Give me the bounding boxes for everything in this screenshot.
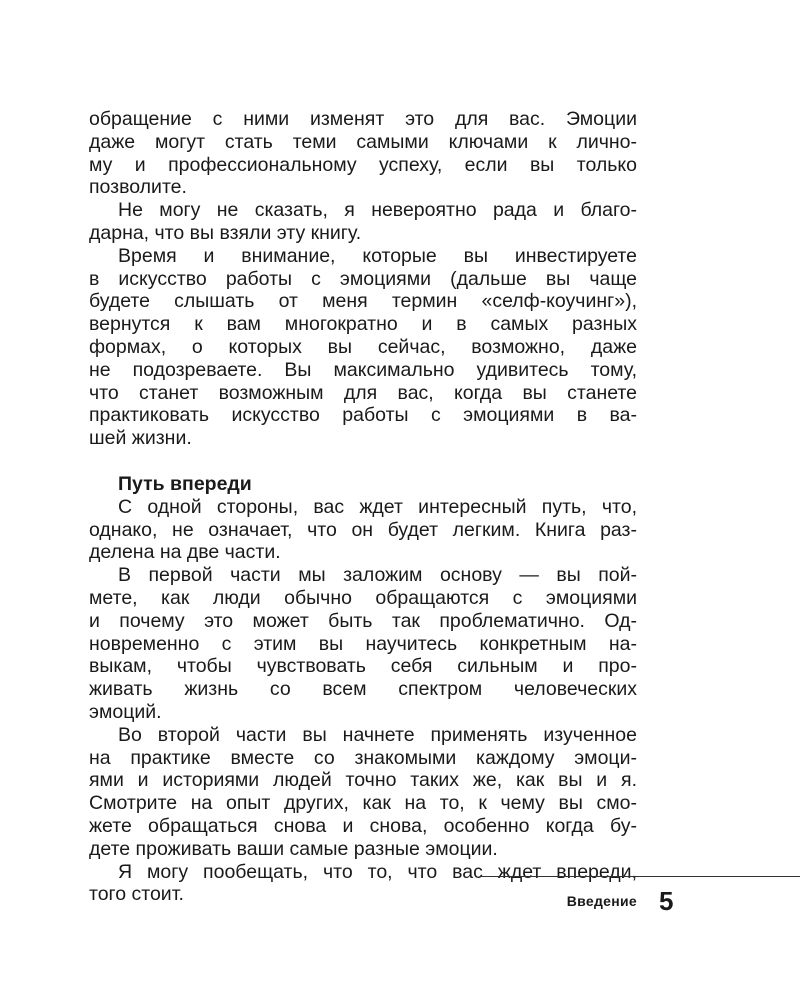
text-line: Я могу пообещать, что то, что вас ждет впереди, xyxy=(118,860,637,883)
text-line: на практике вместе со знакомыми каждому эмоци- xyxy=(89,746,637,769)
text-line: В первой части мы заложим основу — вы пой- xyxy=(118,564,637,587)
text-line: что станет возможным для вас, когда вы станете xyxy=(89,381,637,404)
text-line: в искусство работы с эмоциями (дальше вы чаще xyxy=(89,267,637,290)
paragraph-promise xyxy=(89,861,637,907)
paragraph-path-intro xyxy=(89,496,637,564)
text-line: новременно с этим вы научитесь конкретным на- xyxy=(89,632,637,655)
text-line: не подозреваете. Вы максимально удивитесь тому, xyxy=(89,358,637,381)
text-line: Смотрите на опыт других, как на то, к чему вы смо- xyxy=(89,792,637,815)
section-heading: Путь впереди xyxy=(118,472,252,495)
text-line: выкам, чтобы чувствовать себя сильным и про- xyxy=(89,655,637,678)
text-line: дете проживать ваши самые разные эмоции. xyxy=(89,837,498,860)
text-line: дарна, что вы взяли эту книгу. xyxy=(89,221,362,244)
running-footer-section: Введение xyxy=(566,893,637,909)
text-line: и почему это может быть так проблематично. Од- xyxy=(89,609,637,632)
text-line: позволите. xyxy=(89,176,187,199)
text-line: шей жизни. xyxy=(89,427,192,450)
text-line: обращение с ними изменят это для вас. Эмоции xyxy=(89,108,637,130)
text-line: делена на две части. xyxy=(89,541,281,564)
text-line: жете обращаться снова и снова, особенно когда бу- xyxy=(89,814,637,837)
text-line: мете, как люди обычно обращаются с эмоциями xyxy=(89,586,637,609)
text-line: живать жизнь со всем спектром человеческих xyxy=(89,678,637,701)
text-line: практиковать искусство работы с эмоциями в ва- xyxy=(89,404,637,427)
text-line: эмоций. xyxy=(89,700,162,723)
text-line: Время и внимание, которые вы инвестируете xyxy=(118,244,637,267)
paragraph-gratitude xyxy=(89,199,637,245)
paragraph-part-two xyxy=(89,724,637,861)
text-line: Во второй части вы начнете применять изученное xyxy=(118,723,637,746)
page-body-text xyxy=(89,108,637,906)
text-line: Не могу не сказать, я невероятно рада и благо- xyxy=(118,199,637,222)
text-line: однако, не означает, что он будет легким. Книга раз- xyxy=(89,518,637,541)
text-line: даже могут стать теми самыми ключами к лично- xyxy=(89,130,637,153)
text-line: С одной стороны, вас ждет интересный путь, что, xyxy=(118,495,637,518)
text-line: того стоит. xyxy=(89,883,184,906)
footer-divider xyxy=(480,876,800,877)
text-line: формах, о которых вы сейчас, возможно, даже xyxy=(89,335,637,358)
text-line: вернутся к вам многократно и в самых разных xyxy=(89,313,637,336)
page-number: 5 xyxy=(659,886,674,916)
paragraph-part-one xyxy=(89,564,637,724)
text-line: будете слышать от меня термин «селф-коучинг»), xyxy=(89,290,637,313)
text-line: ями и историями людей точно таких же, как вы и я. xyxy=(89,769,637,792)
paragraph-time-investment xyxy=(89,245,637,450)
text-line: му и профессиональному успеху, если вы только xyxy=(89,153,637,176)
paragraph-intro-continuation xyxy=(89,108,637,199)
